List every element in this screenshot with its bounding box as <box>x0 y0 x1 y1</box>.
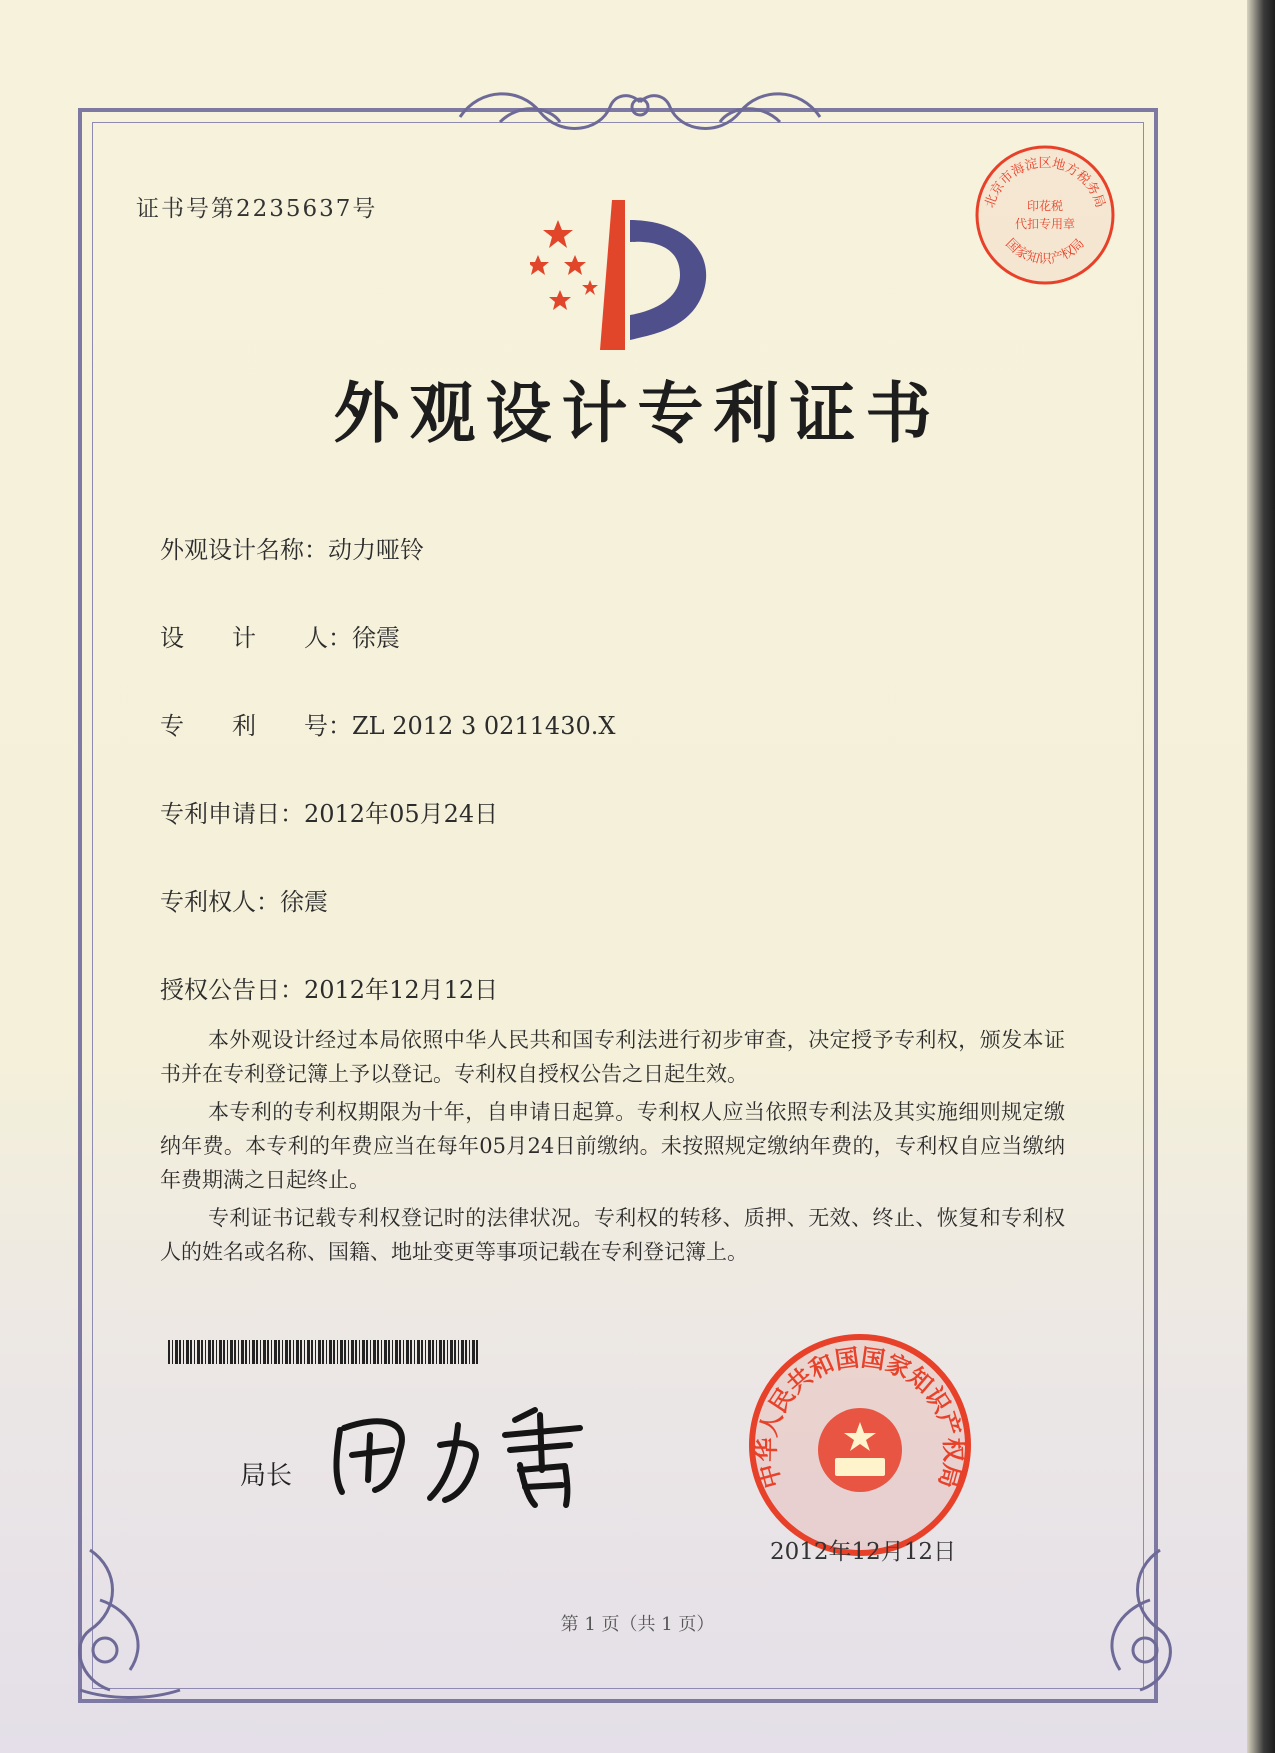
official-seal-stamp <box>745 1330 975 1560</box>
barcode <box>168 1340 478 1364</box>
book-binding-edge <box>1247 0 1275 1753</box>
certificate-number: 证书号第2235637号 <box>136 196 378 222</box>
paragraph-legal-status: 专利证书记载专利权登记时的法律状况。专利权的转移、质押、无效、终止、恢复和专利权人的姓名或名称、国籍、地址变更等事项记载在专利登记簿上。 <box>160 1206 1065 1264</box>
grant-date-field: 授权公告日：2012年12月12日 <box>160 976 499 1004</box>
paragraph-grant: 本外观设计经过本局依照中华人民共和国专利法进行初步审查，决定授予专利权，颁发本证书并在专利登记簿上予以登记。专利权自授权公告之日起生效。 <box>160 1028 1065 1086</box>
director-signature-icon <box>330 1400 600 1510</box>
designer-field: 设 计 人：徐震 <box>160 624 400 652</box>
tax-stamp-bottom-text: 国家知识产权局 <box>1002 236 1088 268</box>
paragraph-term: 本专利的专利权期限为十年，自申请日起算。专利权人应当依照专利法及其实施细则规定缴纳年费。本专利的年费应当在每年05月24日前缴纳。未按照规定缴纳年费的，专利权自应当缴纳年费期满之日起终止。 <box>160 1100 1065 1192</box>
page-footer: 第 1 页（共 1 页） <box>560 1614 715 1635</box>
patent-number-field: 专 利 号：ZL 2012 3 0211430.X <box>160 712 616 740</box>
official-seal-text: 中华人民共和国国家知识产权局 <box>752 1343 968 1492</box>
certificate-title: 外观设计专利证书 <box>333 374 942 452</box>
tax-stamp <box>970 140 1120 290</box>
patent-office-logo-icon <box>530 200 720 350</box>
design-name-field: 外观设计名称：动力哑铃 <box>160 536 424 564</box>
stamp-date: 2012年12月12日 <box>770 1539 957 1565</box>
patentee-field: 专利权人：徐震 <box>160 888 328 916</box>
tax-stamp-ring-text: 北京市海淀区地方税务局 <box>982 156 1108 210</box>
tax-stamp-center-line2: 代扣专用章 <box>1014 217 1076 231</box>
top-ornament-icon <box>440 82 840 142</box>
tax-stamp-center-line1: 印花税 <box>1026 199 1064 213</box>
application-date-field: 专利申请日：2012年05月24日 <box>160 800 499 828</box>
director-label: 局长 <box>240 1461 293 1491</box>
